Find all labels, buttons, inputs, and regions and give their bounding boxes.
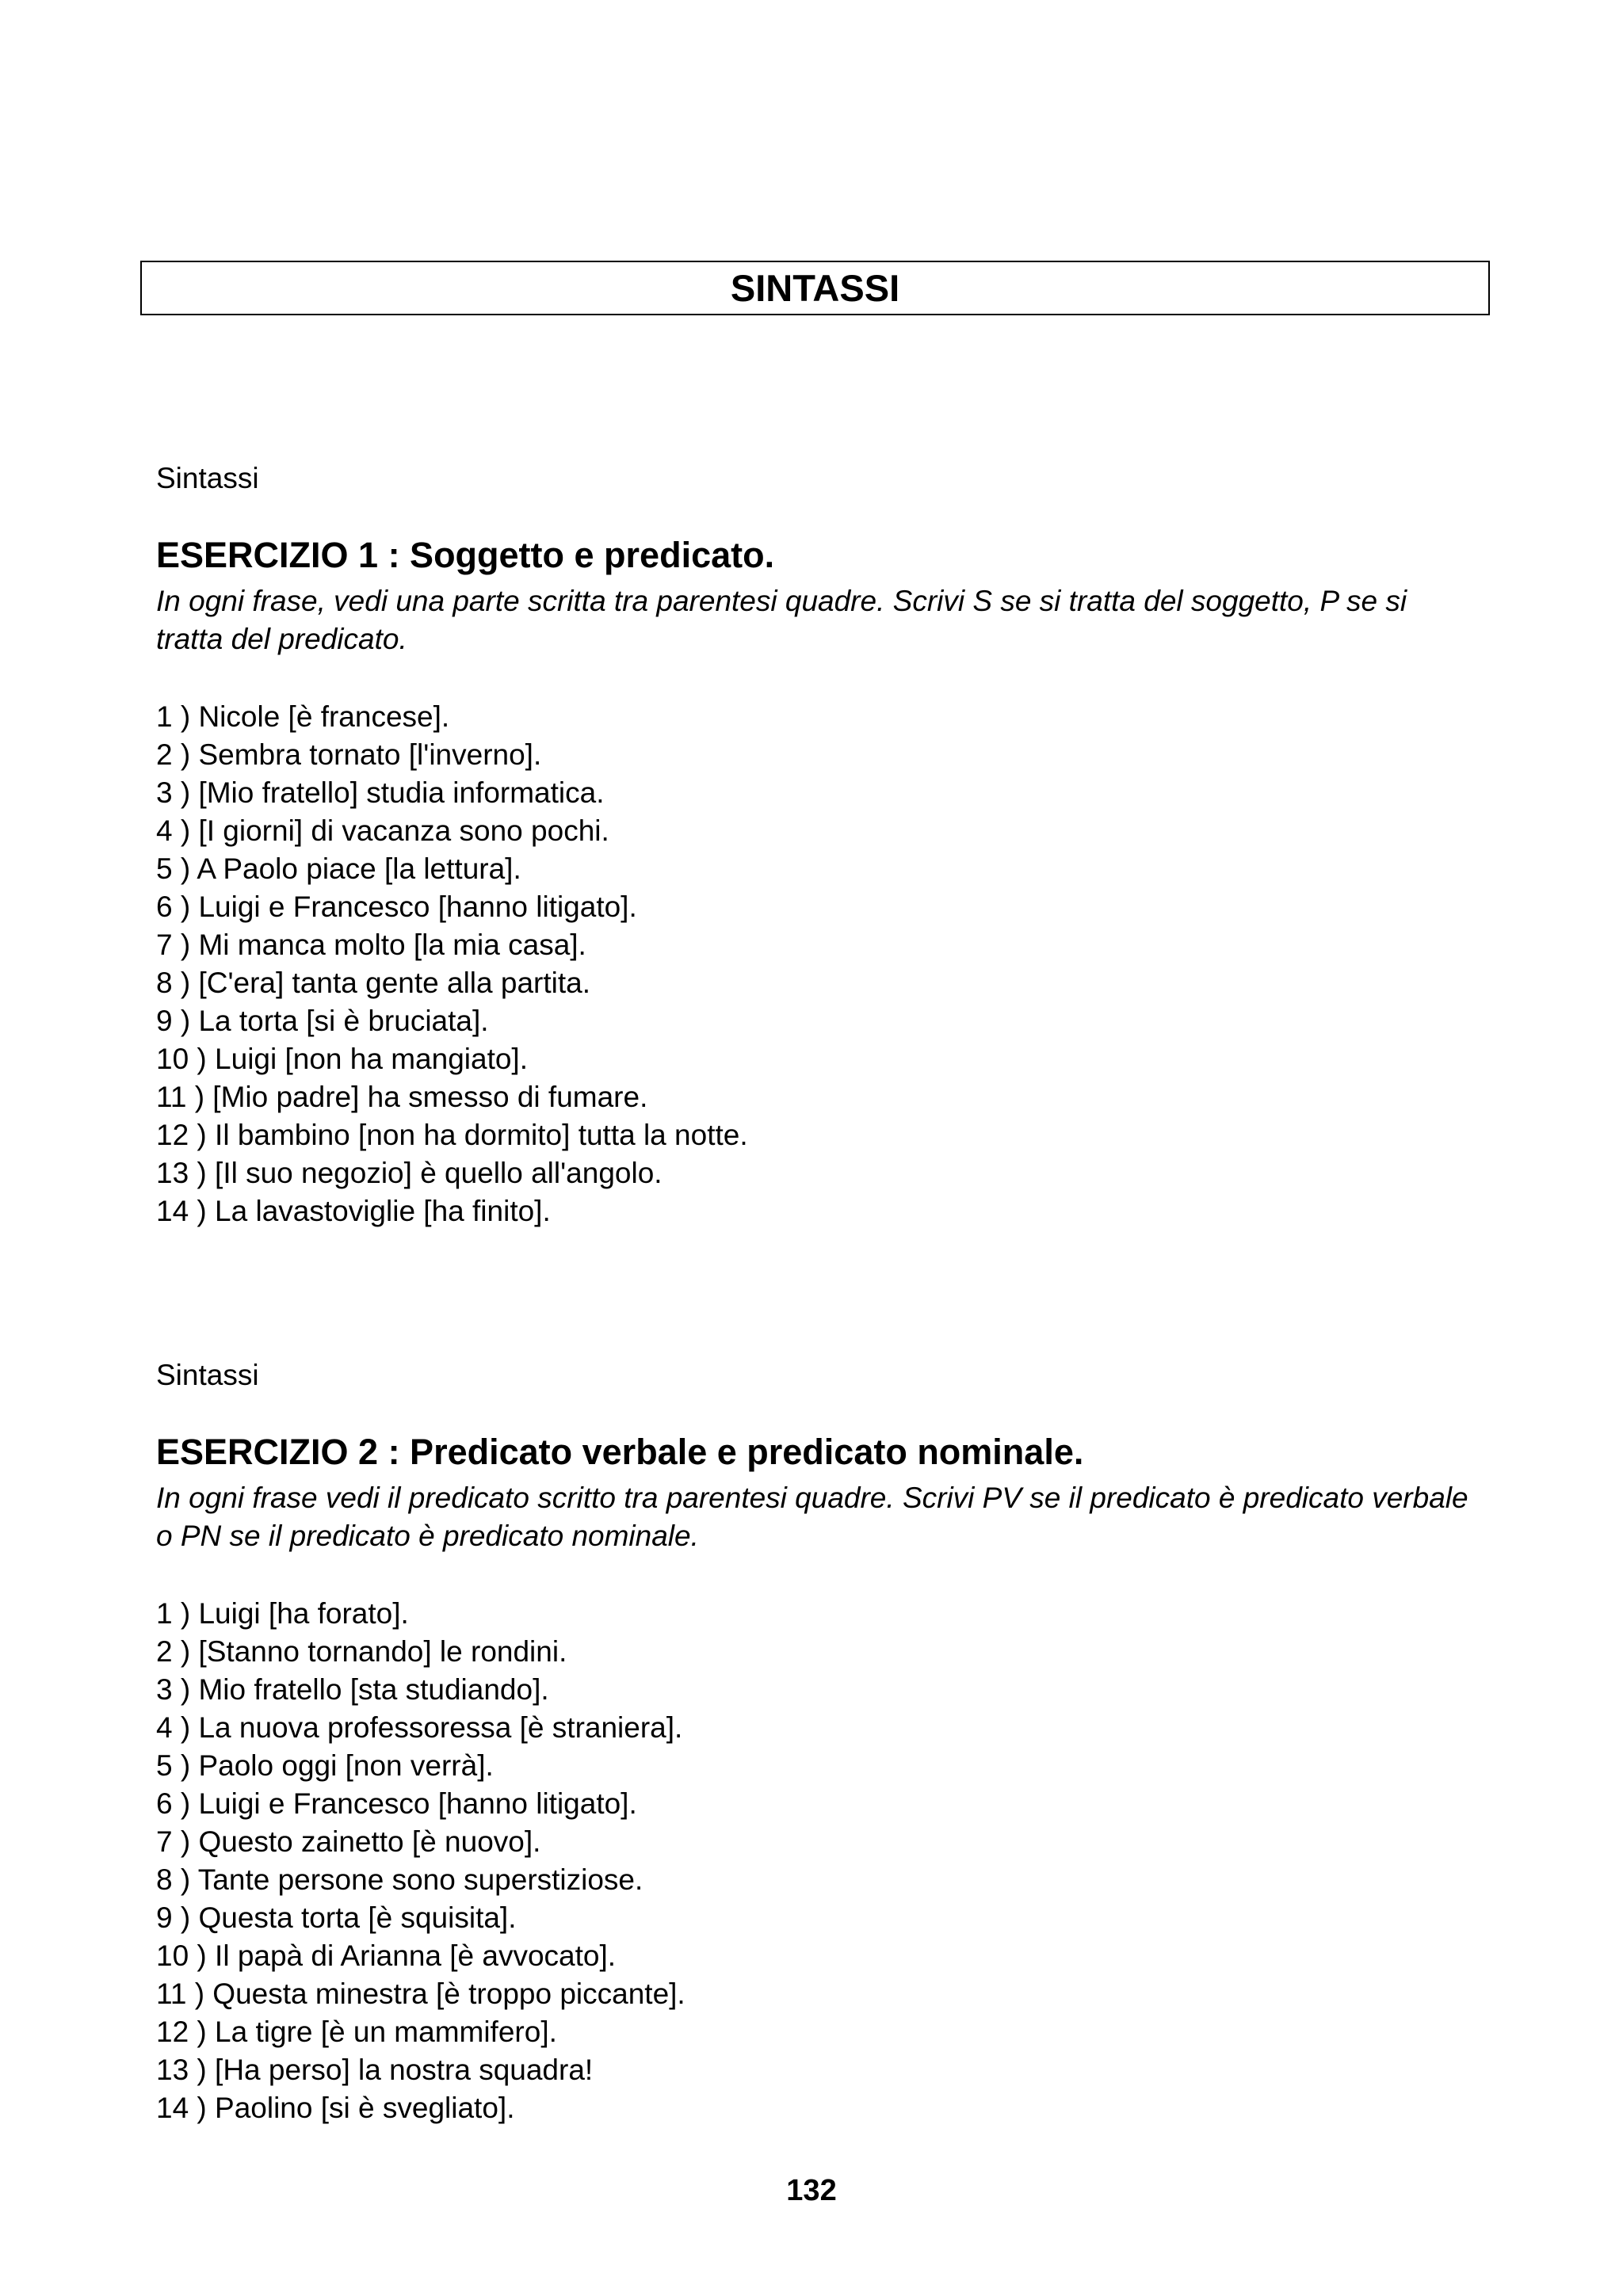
exercise-item: 11 ) [Mio padre] ha smesso di fumare. — [156, 1081, 648, 1113]
exercise-item: 1 ) Nicole [è francese]. — [156, 700, 450, 733]
page-number: 132 — [786, 2174, 837, 2207]
page-title-box — [140, 261, 1490, 315]
exercise-items — [156, 1595, 1503, 2127]
exercise-item: 13 ) [Ha perso] la nostra squadra! — [156, 2054, 594, 2086]
exercise-instructions: In ogni frase vedi il predicato scritto tra parentesi quadre. Scrivi PV se il predicato è predicato verbale o PN se il predicato è predicato nominale. — [156, 1482, 1468, 1552]
exercise-item: 2 ) [Stanno tornando] le rondini. — [156, 1635, 567, 1668]
exercise-title: ESERCIZIO 2 : Predicato verbale e predicato nominale. — [156, 1432, 1084, 1472]
exercise-item: 3 ) [Mio fratello] studia informatica. — [156, 776, 605, 809]
exercise-item: 4 ) [I giorni] di vacanza sono pochi. — [156, 814, 609, 847]
exercise-item: 8 ) [C'era] tanta gente alla partita. — [156, 967, 590, 999]
exercise-item: 14 ) La lavastoviglie [ha finito]. — [156, 1195, 551, 1227]
exercise-item: 6 ) Luigi e Francesco [hanno litigato]. — [156, 1787, 637, 1820]
exercise-item: 12 ) Il bambino [non ha dormito] tutta la notte. — [156, 1119, 748, 1151]
exercise-category: Sintassi — [156, 1359, 259, 1391]
exercise-title: ESERCIZIO 1 : Soggetto e predicato. — [156, 535, 775, 575]
exercise-item: 4 ) La nuova professoressa [è straniera]. — [156, 1711, 683, 1744]
exercise-item: 8 ) Tante persone sono superstiziose. — [156, 1863, 643, 1896]
exercise-item: 1 ) Luigi [ha forato]. — [156, 1597, 409, 1630]
exercise-items — [156, 698, 1503, 1230]
exercise-2 — [156, 1358, 1503, 2127]
exercise-item: 10 ) Il papà di Arianna [è avvocato]. — [156, 1939, 617, 1972]
exercise-item: 6 ) Luigi e Francesco [hanno litigato]. — [156, 891, 637, 923]
page-title: SINTASSI — [730, 267, 900, 309]
exercise-item: 5 ) Paolo oggi [non verrà]. — [156, 1749, 494, 1782]
exercise-item: 5 ) A Paolo piace [la lettura]. — [156, 852, 521, 885]
exercise-item: 12 ) La tigre [è un mammifero]. — [156, 2016, 557, 2048]
exercise-category: Sintassi — [156, 462, 259, 494]
exercise-item: 2 ) Sembra tornato [l'inverno]. — [156, 738, 542, 771]
exercise-item: 7 ) Mi manca molto [la mia casa]. — [156, 929, 586, 961]
exercise-instructions: In ogni frase, vedi una parte scritta tra parentesi quadre. Scrivi S se si tratta del soggetto, P se si tratta del predicato. — [156, 585, 1407, 655]
exercise-item: 7 ) Questo zainetto [è nuovo]. — [156, 1825, 541, 1858]
exercise-item: 13 ) [Il suo negozio] è quello all'angolo. — [156, 1157, 663, 1189]
exercise-1 — [156, 461, 1503, 1230]
exercise-item: 3 ) Mio fratello [sta studiando]. — [156, 1673, 549, 1706]
exercise-item: 11 ) Questa minestra [è troppo piccante]. — [156, 1978, 685, 2010]
exercise-item: 14 ) Paolino [si è svegliato]. — [156, 2092, 515, 2124]
exercise-item: 9 ) Questa torta [è squisita]. — [156, 1901, 517, 1934]
exercise-item: 9 ) La torta [si è bruciata]. — [156, 1005, 489, 1037]
exercise-item: 10 ) Luigi [non ha mangiato]. — [156, 1043, 528, 1075]
